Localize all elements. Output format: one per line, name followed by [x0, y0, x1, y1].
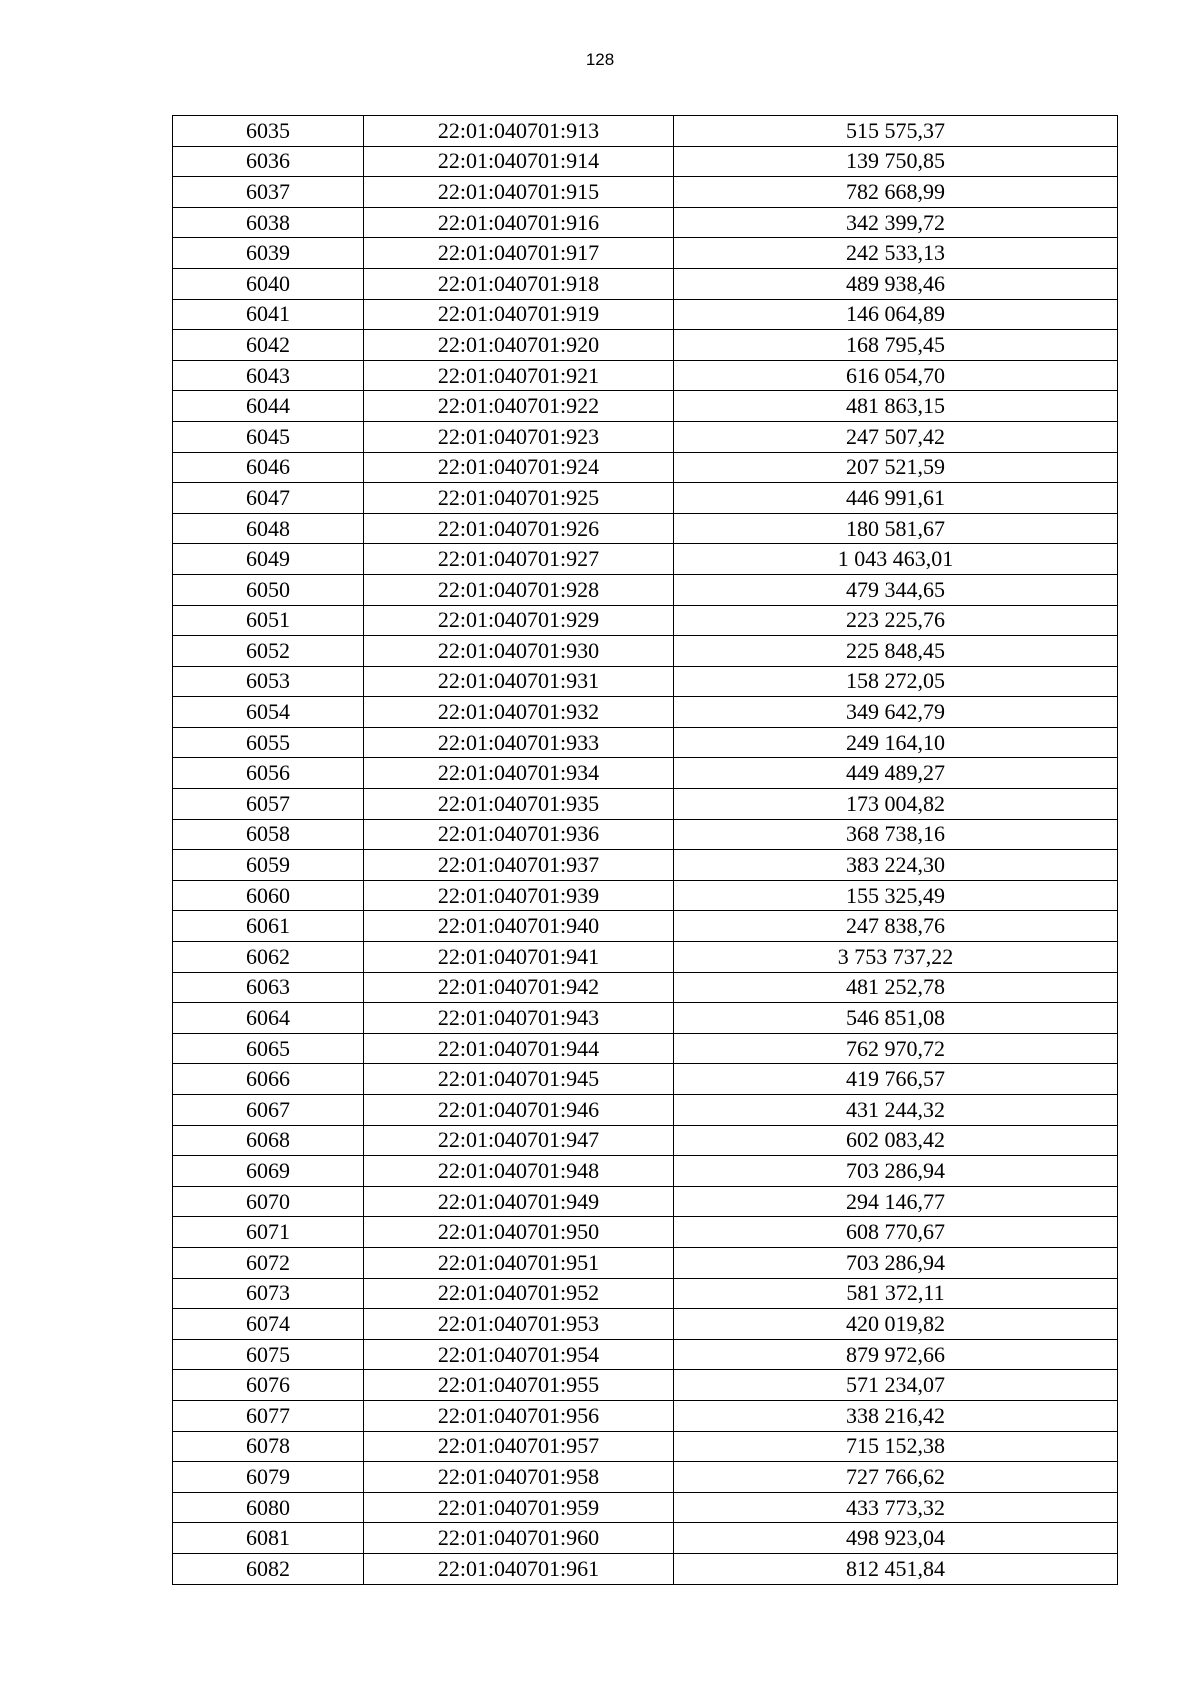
cadastral-number-cell: 22:01:040701:926	[364, 513, 674, 544]
row-number-cell: 6081	[173, 1523, 364, 1554]
cadastral-number-cell: 22:01:040701:957	[364, 1431, 674, 1462]
table-row	[173, 116, 1118, 147]
table-row	[173, 789, 1118, 820]
cadastral-number-cell: 22:01:040701:941	[364, 942, 674, 973]
cadastral-number-cell: 22:01:040701:914	[364, 146, 674, 177]
row-number-cell: 6053	[173, 666, 364, 697]
table-body	[173, 116, 1118, 1585]
table-row	[173, 421, 1118, 452]
value-cell: 155 325,49	[674, 880, 1118, 911]
row-number-cell: 6071	[173, 1217, 364, 1248]
value-cell: 158 272,05	[674, 666, 1118, 697]
table-row	[173, 1370, 1118, 1401]
value-cell: 602 083,42	[674, 1125, 1118, 1156]
row-number-cell: 6059	[173, 850, 364, 881]
cadastral-number-cell: 22:01:040701:939	[364, 880, 674, 911]
table-row	[173, 1156, 1118, 1187]
value-cell: 481 863,15	[674, 391, 1118, 422]
cadastral-number-cell: 22:01:040701:936	[364, 819, 674, 850]
value-cell: 173 004,82	[674, 789, 1118, 820]
table-row	[173, 452, 1118, 483]
row-number-cell: 6079	[173, 1462, 364, 1493]
row-number-cell: 6048	[173, 513, 364, 544]
table-row	[173, 1125, 1118, 1156]
table-row	[173, 268, 1118, 299]
row-number-cell: 6057	[173, 789, 364, 820]
table-row	[173, 636, 1118, 667]
row-number-cell: 6069	[173, 1156, 364, 1187]
row-number-cell: 6054	[173, 697, 364, 728]
cadastral-number-cell: 22:01:040701:915	[364, 177, 674, 208]
cadastral-number-cell: 22:01:040701:954	[364, 1339, 674, 1370]
cadastral-number-cell: 22:01:040701:922	[364, 391, 674, 422]
value-cell: 879 972,66	[674, 1339, 1118, 1370]
cadastral-number-cell: 22:01:040701:947	[364, 1125, 674, 1156]
row-number-cell: 6056	[173, 758, 364, 789]
value-cell: 449 489,27	[674, 758, 1118, 789]
cadastral-number-cell: 22:01:040701:946	[364, 1095, 674, 1126]
value-cell: 247 838,76	[674, 911, 1118, 942]
cadastral-number-cell: 22:01:040701:952	[364, 1278, 674, 1309]
row-number-cell: 6044	[173, 391, 364, 422]
value-cell: 420 019,82	[674, 1309, 1118, 1340]
row-number-cell: 6072	[173, 1247, 364, 1278]
row-number-cell: 6041	[173, 299, 364, 330]
value-cell: 782 668,99	[674, 177, 1118, 208]
cadastral-number-cell: 22:01:040701:942	[364, 972, 674, 1003]
row-number-cell: 6061	[173, 911, 364, 942]
row-number-cell: 6042	[173, 330, 364, 361]
table-row	[173, 544, 1118, 575]
cadastral-number-cell: 22:01:040701:933	[364, 727, 674, 758]
value-cell: 703 286,94	[674, 1247, 1118, 1278]
table-row	[173, 1462, 1118, 1493]
value-cell: 294 146,77	[674, 1186, 1118, 1217]
table-row	[173, 1003, 1118, 1034]
table-row	[173, 483, 1118, 514]
value-cell: 479 344,65	[674, 574, 1118, 605]
row-number-cell: 6037	[173, 177, 364, 208]
cadastral-number-cell: 22:01:040701:950	[364, 1217, 674, 1248]
row-number-cell: 6049	[173, 544, 364, 575]
row-number-cell: 6038	[173, 207, 364, 238]
cadastral-number-cell: 22:01:040701:919	[364, 299, 674, 330]
row-number-cell: 6066	[173, 1064, 364, 1095]
table-row	[173, 1553, 1118, 1584]
value-cell: 249 164,10	[674, 727, 1118, 758]
cadastral-number-cell: 22:01:040701:918	[364, 268, 674, 299]
value-cell: 546 851,08	[674, 1003, 1118, 1034]
value-cell: 168 795,45	[674, 330, 1118, 361]
value-cell: 342 399,72	[674, 207, 1118, 238]
table-row	[173, 1033, 1118, 1064]
cadastral-number-cell: 22:01:040701:934	[364, 758, 674, 789]
cadastral-number-cell: 22:01:040701:923	[364, 421, 674, 452]
table-row	[173, 391, 1118, 422]
table-row	[173, 1217, 1118, 1248]
row-number-cell: 6046	[173, 452, 364, 483]
cadastral-number-cell: 22:01:040701:917	[364, 238, 674, 269]
cadastral-number-cell: 22:01:040701:937	[364, 850, 674, 881]
cadastral-number-cell: 22:01:040701:935	[364, 789, 674, 820]
value-cell: 515 575,37	[674, 116, 1118, 147]
value-cell: 812 451,84	[674, 1553, 1118, 1584]
value-cell: 146 064,89	[674, 299, 1118, 330]
data-table	[172, 115, 1118, 1585]
row-number-cell: 6045	[173, 421, 364, 452]
table-row	[173, 1523, 1118, 1554]
value-cell: 608 770,67	[674, 1217, 1118, 1248]
value-cell: 762 970,72	[674, 1033, 1118, 1064]
table-row	[173, 605, 1118, 636]
table-row	[173, 850, 1118, 881]
value-cell: 581 372,11	[674, 1278, 1118, 1309]
cadastral-number-cell: 22:01:040701:948	[364, 1156, 674, 1187]
row-number-cell: 6075	[173, 1339, 364, 1370]
value-cell: 247 507,42	[674, 421, 1118, 452]
page-number: 128	[585, 50, 615, 69]
cadastral-number-cell: 22:01:040701:913	[364, 116, 674, 147]
table-row	[173, 942, 1118, 973]
table-row	[173, 299, 1118, 330]
value-cell: 433 773,32	[674, 1492, 1118, 1523]
value-cell: 242 533,13	[674, 238, 1118, 269]
row-number-cell: 6060	[173, 880, 364, 911]
cadastral-number-cell: 22:01:040701:943	[364, 1003, 674, 1034]
table-row	[173, 177, 1118, 208]
value-cell: 338 216,42	[674, 1400, 1118, 1431]
value-cell: 139 750,85	[674, 146, 1118, 177]
value-cell: 3 753 737,22	[674, 942, 1118, 973]
row-number-cell: 6039	[173, 238, 364, 269]
cadastral-number-cell: 22:01:040701:927	[364, 544, 674, 575]
row-number-cell: 6036	[173, 146, 364, 177]
value-cell: 498 923,04	[674, 1523, 1118, 1554]
row-number-cell: 6076	[173, 1370, 364, 1401]
table-row	[173, 1309, 1118, 1340]
value-cell: 180 581,67	[674, 513, 1118, 544]
value-cell: 715 152,38	[674, 1431, 1118, 1462]
cadastral-number-cell: 22:01:040701:961	[364, 1553, 674, 1584]
value-cell: 1 043 463,01	[674, 544, 1118, 575]
value-cell: 225 848,45	[674, 636, 1118, 667]
table-row	[173, 911, 1118, 942]
cadastral-number-cell: 22:01:040701:955	[364, 1370, 674, 1401]
table-row	[173, 819, 1118, 850]
cadastral-number-cell: 22:01:040701:925	[364, 483, 674, 514]
cadastral-number-cell: 22:01:040701:958	[364, 1462, 674, 1493]
row-number-cell: 6064	[173, 1003, 364, 1034]
value-cell: 727 766,62	[674, 1462, 1118, 1493]
value-cell: 446 991,61	[674, 483, 1118, 514]
value-cell: 489 938,46	[674, 268, 1118, 299]
cadastral-number-cell: 22:01:040701:956	[364, 1400, 674, 1431]
cadastral-number-cell: 22:01:040701:960	[364, 1523, 674, 1554]
value-cell: 349 642,79	[674, 697, 1118, 728]
table-row	[173, 513, 1118, 544]
value-cell: 207 521,59	[674, 452, 1118, 483]
table-row	[173, 697, 1118, 728]
table-row	[173, 1339, 1118, 1370]
row-number-cell: 6067	[173, 1095, 364, 1126]
value-cell: 481 252,78	[674, 972, 1118, 1003]
row-number-cell: 6062	[173, 942, 364, 973]
row-number-cell: 6074	[173, 1309, 364, 1340]
value-cell: 223 225,76	[674, 605, 1118, 636]
cadastral-number-cell: 22:01:040701:929	[364, 605, 674, 636]
table-row	[173, 1095, 1118, 1126]
table-row	[173, 207, 1118, 238]
row-number-cell: 6050	[173, 574, 364, 605]
row-number-cell: 6065	[173, 1033, 364, 1064]
row-number-cell: 6040	[173, 268, 364, 299]
cadastral-number-cell: 22:01:040701:930	[364, 636, 674, 667]
row-number-cell: 6052	[173, 636, 364, 667]
cadastral-number-cell: 22:01:040701:928	[364, 574, 674, 605]
table-row	[173, 1278, 1118, 1309]
row-number-cell: 6043	[173, 360, 364, 391]
row-number-cell: 6068	[173, 1125, 364, 1156]
table-row	[173, 1492, 1118, 1523]
value-cell: 571 234,07	[674, 1370, 1118, 1401]
cadastral-number-cell: 22:01:040701:920	[364, 330, 674, 361]
row-number-cell: 6047	[173, 483, 364, 514]
row-number-cell: 6058	[173, 819, 364, 850]
cadastral-number-cell: 22:01:040701:931	[364, 666, 674, 697]
cadastral-number-cell: 22:01:040701:944	[364, 1033, 674, 1064]
table-row	[173, 758, 1118, 789]
cadastral-number-cell: 22:01:040701:916	[364, 207, 674, 238]
table-row	[173, 1064, 1118, 1095]
cadastral-number-cell: 22:01:040701:940	[364, 911, 674, 942]
table-row	[173, 972, 1118, 1003]
value-cell: 431 244,32	[674, 1095, 1118, 1126]
row-number-cell: 6063	[173, 972, 364, 1003]
table-row	[173, 727, 1118, 758]
row-number-cell: 6078	[173, 1431, 364, 1462]
value-cell: 383 224,30	[674, 850, 1118, 881]
row-number-cell: 6051	[173, 605, 364, 636]
value-cell: 368 738,16	[674, 819, 1118, 850]
table-row	[173, 330, 1118, 361]
cadastral-number-cell: 22:01:040701:949	[364, 1186, 674, 1217]
row-number-cell: 6070	[173, 1186, 364, 1217]
cadastral-number-cell: 22:01:040701:932	[364, 697, 674, 728]
row-number-cell: 6080	[173, 1492, 364, 1523]
cadastral-number-cell: 22:01:040701:945	[364, 1064, 674, 1095]
table-row	[173, 1400, 1118, 1431]
table-row	[173, 360, 1118, 391]
table-row	[173, 1186, 1118, 1217]
table-row	[173, 238, 1118, 269]
table-row	[173, 1431, 1118, 1462]
cadastral-number-cell: 22:01:040701:951	[364, 1247, 674, 1278]
row-number-cell: 6077	[173, 1400, 364, 1431]
cadastral-number-cell: 22:01:040701:959	[364, 1492, 674, 1523]
value-cell: 703 286,94	[674, 1156, 1118, 1187]
value-cell: 419 766,57	[674, 1064, 1118, 1095]
cadastral-number-cell: 22:01:040701:953	[364, 1309, 674, 1340]
table-row	[173, 880, 1118, 911]
table-row	[173, 666, 1118, 697]
cadastral-number-cell: 22:01:040701:924	[364, 452, 674, 483]
row-number-cell: 6055	[173, 727, 364, 758]
row-number-cell: 6082	[173, 1553, 364, 1584]
cadastral-number-cell: 22:01:040701:921	[364, 360, 674, 391]
value-cell: 616 054,70	[674, 360, 1118, 391]
table-row	[173, 146, 1118, 177]
table-row	[173, 1247, 1118, 1278]
table-row	[173, 574, 1118, 605]
row-number-cell: 6035	[173, 116, 364, 147]
row-number-cell: 6073	[173, 1278, 364, 1309]
